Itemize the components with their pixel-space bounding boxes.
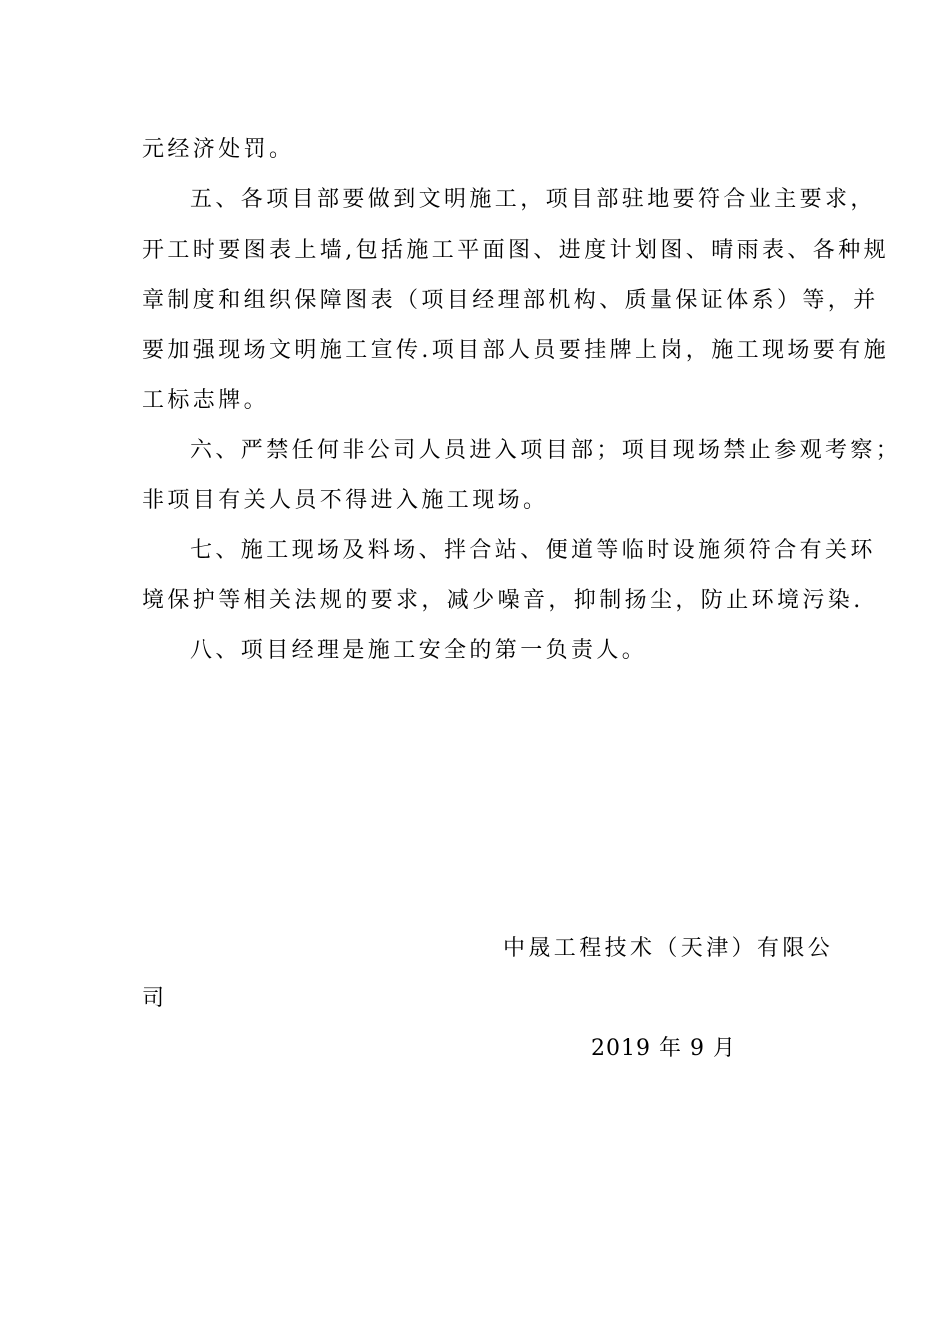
paragraph-7-line-1: 七、施工现场及料场、拌合站、便道等临时设施须符合有关环 [190, 538, 876, 563]
paragraph-5-line-4: 要加强现场文明施工宣传.项目部人员要挂牌上岗，施工现场要有施 [142, 338, 889, 363]
signature-company-line-1: 中晟工程技术（天津）有限公 [503, 936, 834, 961]
paragraph-continuation-line: 元经济处罚。 [142, 137, 295, 162]
signature-date: 2019 年 9 月 [591, 1036, 736, 1061]
paragraph-7-line-2: 境保护等相关法规的要求，减少噪音，抑制扬尘，防止环境污染. [142, 588, 864, 613]
paragraph-8-line-1: 八、项目经理是施工安全的第一负责人。 [190, 638, 648, 663]
paragraph-5-line-3: 章制度和组织保障图表（项目经理部机构、质量保证体系）等，并 [142, 288, 879, 313]
paragraph-6-line-2: 非项目有关人员不得进入施工现场。 [142, 488, 549, 513]
signature-company-line-2: 司 [142, 986, 168, 1011]
paragraph-6-line-1: 六、严禁任何非公司人员进入项目部；项目现场禁止参观考察； [190, 438, 902, 463]
paragraph-5-line-5: 工标志牌。 [142, 388, 270, 413]
paragraph-5-line-1: 五、各项目部要做到文明施工，项目部驻地要符合业主要求， [190, 187, 876, 212]
paragraph-5-line-2: 开工时要图表上墙,包括施工平面图、进度计划图、晴雨表、各种规 [142, 238, 889, 263]
